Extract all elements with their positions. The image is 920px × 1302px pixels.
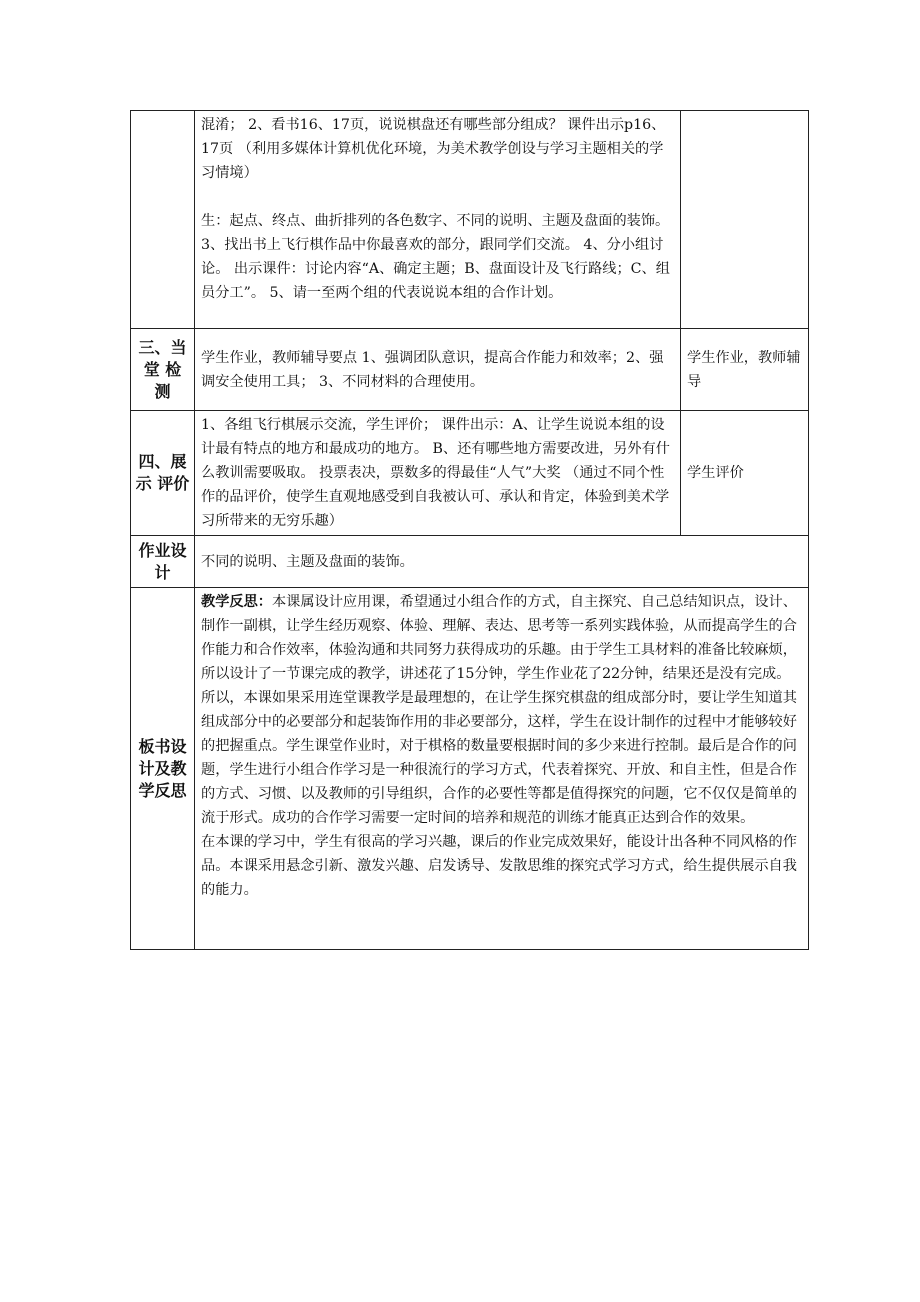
- content-cell-process: [195, 111, 681, 329]
- side-cell-empty: [681, 111, 809, 329]
- table-row-evaluation: [131, 411, 809, 536]
- reflection-text-1: 本课属设计应用课，希望通过小组合作的方式，自主探究、自己总结知识点，设计、制作一副棋，让学生经历观察、体验、理解、表达、思考等一系列实践体验，从而提高学生的合作能力和合作效率，体验沟通和共同努力获得成功的乐趣。由于学生工具材料的准备比较麻烦，所以设计了一节课完成的教学，讲述花了15分钟，学生作业花了22分钟，结果还是没有完成。所以，本课如果采用连堂课教学是最理想的，在让学生探究棋盘的组成部分时，要让学生知道其组成部分中的必要部分和起装饰作用的非必要部分，这样，学生在设计制作的过程中才能够较好的把握重点。学生课堂作业时，对于棋格的数量要根据时间的多少来进行控制。最后是合作的问题，学生进行小组合作学习是一种很流行的学习方式，代表着探究、开放、和自主性，但是合作的方式、习惯、以及教师的引导组织，合作的必要性等都是值得探究的问题，它不仅仅是简单的流于形式。成功的合作学习需要一定时间的培养和规范的训练才能真正达到合作的效果。: [201, 594, 797, 826]
- label-cell-test: 三、当 堂 检 测: [131, 329, 195, 411]
- table-row-reflection: [131, 588, 809, 950]
- content-cell-evaluation: 1、各组飞行棋展示交流，学生评价； 课件出示：A、让学生说说本组的设计最有特点的地方和最成功的地方。 B、还有哪些地方需要改进，另外有什么教训需要吸取。 投票表决，票数多的得最佳“人气”大奖 （通过不同个性作的品评价，使学生直观地感受到自我被认可、承认和肯定，体验到美术学习所带来的无穷乐趣）: [195, 411, 681, 536]
- content-cell-reflection: [195, 588, 809, 950]
- content-cell-homework: 不同的说明、主题及盘面的装饰。: [195, 536, 809, 588]
- side-cell-test: 学生作业，教师辅导: [681, 329, 809, 411]
- label-cell-reflection: 板书设计及教学反思: [131, 588, 195, 950]
- table-row-test: [131, 329, 809, 411]
- side-cell-evaluation: 学生评价: [681, 411, 809, 536]
- table-row-process: [131, 111, 809, 329]
- process-paragraph-2: 生：起点、终点、曲折排列的各色数字、不同的说明、主题及盘面的装饰。 3、找出书上飞行棋作品中你最喜欢的部分，跟同学们交流。 4、分小组讨论。 出示课件：讨论内容“A、确定主题；B、盘面设计及飞行路线；C、组员分工”。 5、请一至两个组的代表说说本组的合作计划。: [201, 213, 670, 301]
- label-cell-homework: 作业设计: [131, 536, 195, 588]
- content-cell-test: 学生作业，教师辅导要点 1、强调团队意识，提高合作能力和效率；2、强调安全使用工具； 3、不同材料的合理使用。: [195, 329, 681, 411]
- reflection-heading: 教学反思：: [201, 594, 272, 610]
- label-cell-empty: [131, 111, 195, 329]
- reflection-paragraph-2: 在本课的学习中，学生有很高的学习兴趣，课后的作业完成效果好，能设计出各种不同风格的作品。本课采用悬念引新、激发兴趣、启发诱导、发散思维的探究式学习方式，给生提供展示自我的能力。: [201, 834, 797, 898]
- table-row-homework: [131, 536, 809, 588]
- lesson-plan-table: [130, 110, 809, 950]
- blank-line: [201, 185, 674, 209]
- process-paragraph-1: 混淆； 2、看书16、17页，说说棋盘还有哪些部分组成？ 课件出示p16、17页 （利用多媒体计算机优化环境，为美术教学创设与学习主题相关的学习情境）: [201, 117, 666, 181]
- reflection-paragraph-1: [201, 590, 802, 830]
- label-cell-evaluation: 四、展 示 评价: [131, 411, 195, 536]
